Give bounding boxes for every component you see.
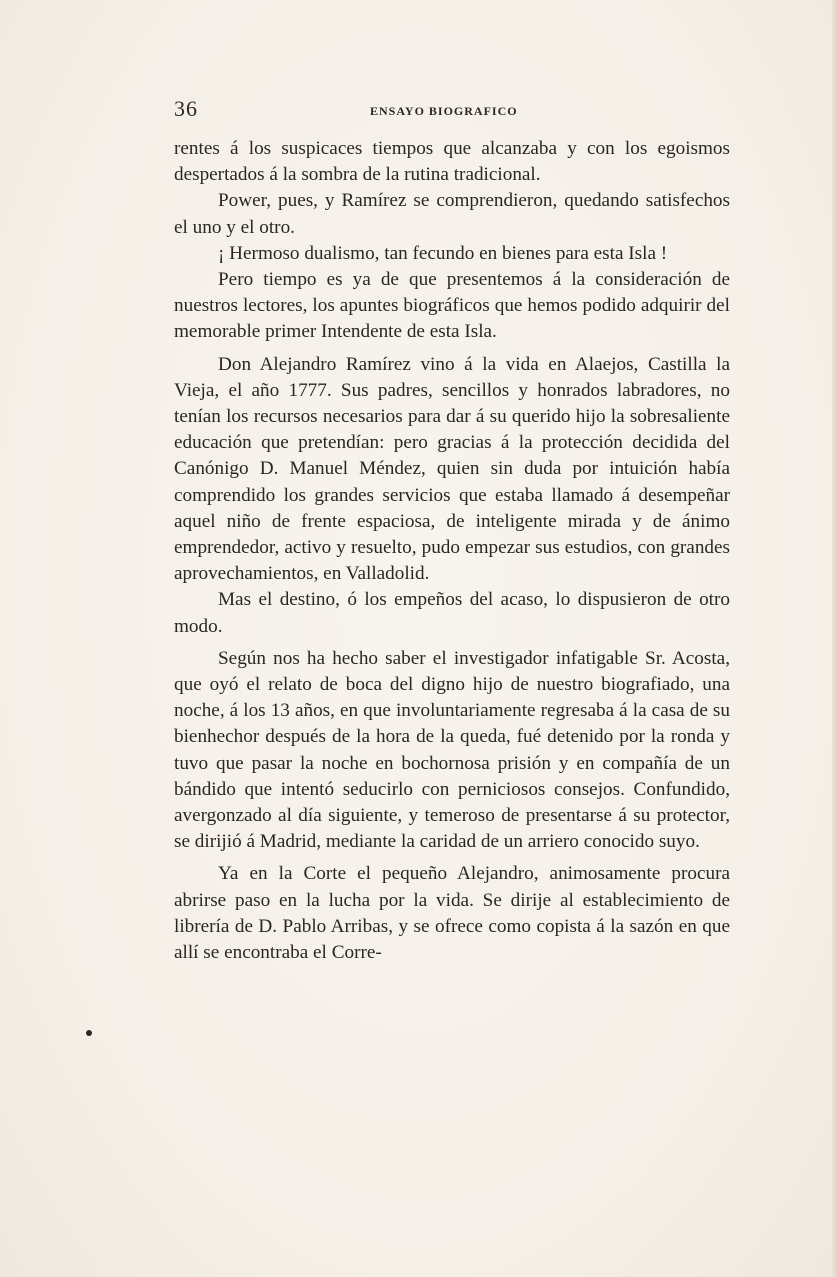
paragraph: rentes á los suspicaces tiempos que alcanzaba y con los egoismos despertados á la sombra de la rutina tradicional. <box>174 138 730 186</box>
body-text <box>174 136 730 966</box>
page-edge <box>832 0 838 1277</box>
paragraph: Según nos ha hecho saber el investigador infatigable Sr. Acosta, que oyó el relato de boca del digno hijo de nuestro biografiado, una noche, á los 13 años, en que involuntariamente regresaba á la casa de su bienhechor después de la hora de la queda, fué detenido por la ronda y tuvo que pasar la noche en bochornosa prisión y en compañía de un bándido que intentó seducirlo con perniciosos consejos. Confundido, avergonzado al día siguiente, y temeroso de presentarse á su protector, se dirijió á Madrid, mediante la caridad de un arriero conocido suyo. <box>174 647 730 853</box>
paragraph: Ya en la Corte el pequeño Alejandro, animosamente procura abrirse paso en la lucha por la vida. Se dirije al establecimiento de librería de D. Pablo Arribas, y se ofrece como copista á la sazón en que allí se encontraba el Corre- <box>174 863 730 964</box>
ink-speck <box>86 1030 92 1036</box>
paragraph: Don Alejandro Ramírez vino á la vida en Alaejos, Castilla la Vieja, el año 1777. Sus padres, sencillos y honrados labradores, no tenían los recursos necesarios para dar á su querido hijo la sobresaliente educación que pretendían: pero gracias á la protección decidida del Canónigo D. Manuel Méndez, quien sin duda por intuición había comprendido los grandes servicios que estaba llamado á desempeñar aquel niño de frente espaciosa, de inteligente mirada y de ánimo emprendedor, activo y resuelto, pudo empezar sus estudios, con grandes aprovechamientos, en Valladolid. <box>174 353 730 585</box>
paragraph: Mas el destino, ó los empeños del acaso, lo dispusieron de otro modo. <box>174 589 730 637</box>
paragraph: Pero tiempo es ya de que presentemos á la consideración de nuestros lectores, los apuntes biográficos que hemos podido adquirir del memorable primer Intendente de esta Isla. <box>174 269 730 343</box>
paragraph: Power, pues, y Ramírez se comprendieron, quedando satisfechos el uno y el otro. <box>174 190 730 238</box>
paragraph: ¡ Hermoso dualismo, tan fecundo en bienes para esta Isla ! <box>218 242 668 264</box>
page-number: 36 <box>174 96 198 121</box>
page-header <box>174 96 730 126</box>
running-title: ENSAYO BIOGRAFICO <box>370 104 518 118</box>
